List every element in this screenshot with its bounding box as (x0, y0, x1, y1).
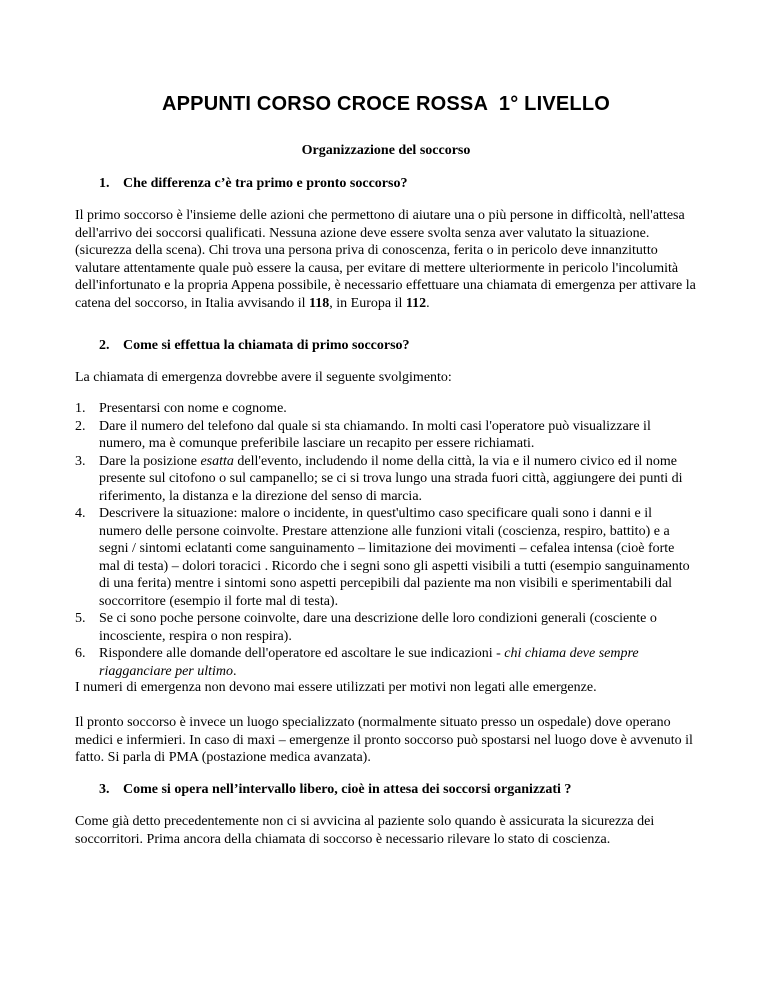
list-item-text: Dare il numero del telefono dal quale si sta chiamando. In molti casi l'operatore può visualizzare il numero, ma è comunque preferibile lasciare un recapito per essere richiamati. (99, 418, 651, 451)
call-steps-list (75, 400, 697, 680)
list-item-number: 3. (75, 453, 86, 469)
number-112: 112 (405, 295, 427, 311)
list-item (75, 418, 697, 453)
question-2-number: 2. (99, 338, 110, 353)
question-3-text: Come si opera nell’intervallo libero, cioè in attesa dei soccorsi organizzati ? (123, 782, 572, 797)
number-118: 118 (309, 295, 330, 311)
list-item (75, 505, 697, 610)
list-item-text: Descrivere la situazione: malore o incidente, in quest'ultimo caso specificare quali sono i danni e il numero delle persone coinvolte. Prestare attenzione alle funzioni vitali (coscienza, respiro, battito) e a segni / sintomi eclatanti come sanguinamento – limitazione dei movimenti – cefalea intensa (cioè forte mal di testa) – dolori toracici . Ricordo che i segni sono gli aspetti visibili a tutti (esempio sanguinamento di una ferita) mentre i sintomi sono aspetti percepibili dal paziente ma non visibili e sperimentabili dal soccorritore (esempio il forte mal di testa). (99, 506, 690, 609)
paragraph-text: Il primo soccorso è l'insieme delle azioni che permettono di aiutare una o più persone in difficoltà, nell'attesa dell'arrivo dei soccorsi qualificati. Nessuna azione deve essere svolta senza aver valutato la situazione. (sicurezza della scena). Chi trova una persona priva di conoscenza, ferita o in pericolo deve innanzitutto valutare attentamente quale può essere la causa, per evitare di mettere ulteriormente in pericolo l'incolumità dell'infortunato e la propria Appena possibile, è necessario effettuare una chiamata di emergenza per attivare la catena del soccorso, in Italia avvisando il (75, 208, 696, 311)
list-item-emphasis: chi chiama deve sempre riagganciare per ultimo (99, 646, 639, 679)
list-item-number: 1. (75, 401, 86, 416)
list-item-number: 4. (75, 506, 86, 521)
section-title: Organizzazione del soccorso (301, 143, 471, 158)
list-item-number: 6. (75, 646, 86, 661)
list-item (75, 610, 697, 645)
question-1 (99, 176, 407, 192)
paragraph-intervallo-libero: Come già detto precedentemente non ci si avvicina al paziente solo quando è assicurata la sicurezza dei soccorritori. Prima ancora della chiamata di soccorso è necessario rilevare lo stato di coscienza. (75, 814, 655, 847)
question-2 (99, 338, 410, 354)
list-item-text: Se ci sono poche persone coinvolte, dare una descrizione delle loro condizioni generali (cosciente o incosciente, respira o non respira). (99, 611, 657, 644)
list-item-text: Presentarsi con nome e cognome. (99, 401, 287, 416)
paragraph-chiamata-intro: La chiamata di emergenza dovrebbe avere il seguente svolgimento: (75, 370, 452, 385)
document-title: APPUNTI CORSO CROCE ROSSA 1° LIVELLO (161, 93, 611, 115)
question-2-text: Come si effettua la chiamata di primo soccorso? (123, 338, 410, 353)
list-item-text: . (233, 663, 237, 679)
paragraph-primo-soccorso (75, 207, 697, 312)
paragraph-text: . (426, 295, 430, 311)
list-item-emphasis: esatta (200, 453, 234, 469)
list-item (75, 400, 697, 418)
list-item (75, 645, 697, 680)
paragraph-numeri-emergenza: I numeri di emergenza non devono mai essere utilizzati per motivi non legati alle emergenze. (75, 680, 597, 695)
list-item (75, 453, 697, 506)
list-item-text: Dare la posizione (99, 453, 201, 469)
list-item-text: dell'evento, includendo il nome della città, la via e il numero civico ed il nome presente sul citofono o sul campanello; se ci si trova lungo una strada fuori città, aggiungere dei punti di riferimento, la distanza e la direzione del senso di marcia. (99, 453, 683, 504)
question-1-number: 1. (99, 176, 110, 191)
list-item-number: 5. (75, 611, 86, 626)
question-3-number: 3. (99, 782, 110, 797)
question-1-text: Che differenza c’è tra primo e pronto soccorso? (123, 176, 408, 191)
question-3 (99, 782, 571, 798)
list-item-text: Rispondere alle domande dell'operatore ed ascoltare le sue indicazioni - (99, 646, 505, 661)
paragraph-pronto-soccorso: Il pronto soccorso è invece un luogo specializzato (normalmente situato presso un ospedale) dove operano medici e infermieri. In caso di maxi – emergenze il pronto soccorso può spostarsi nel luogo dove è avvenuto il fatto. Si parla di PMA (postazione medica avanzata). (75, 715, 693, 765)
list-item-number: 2. (75, 418, 86, 434)
paragraph-text: , in Europa il (329, 295, 406, 311)
